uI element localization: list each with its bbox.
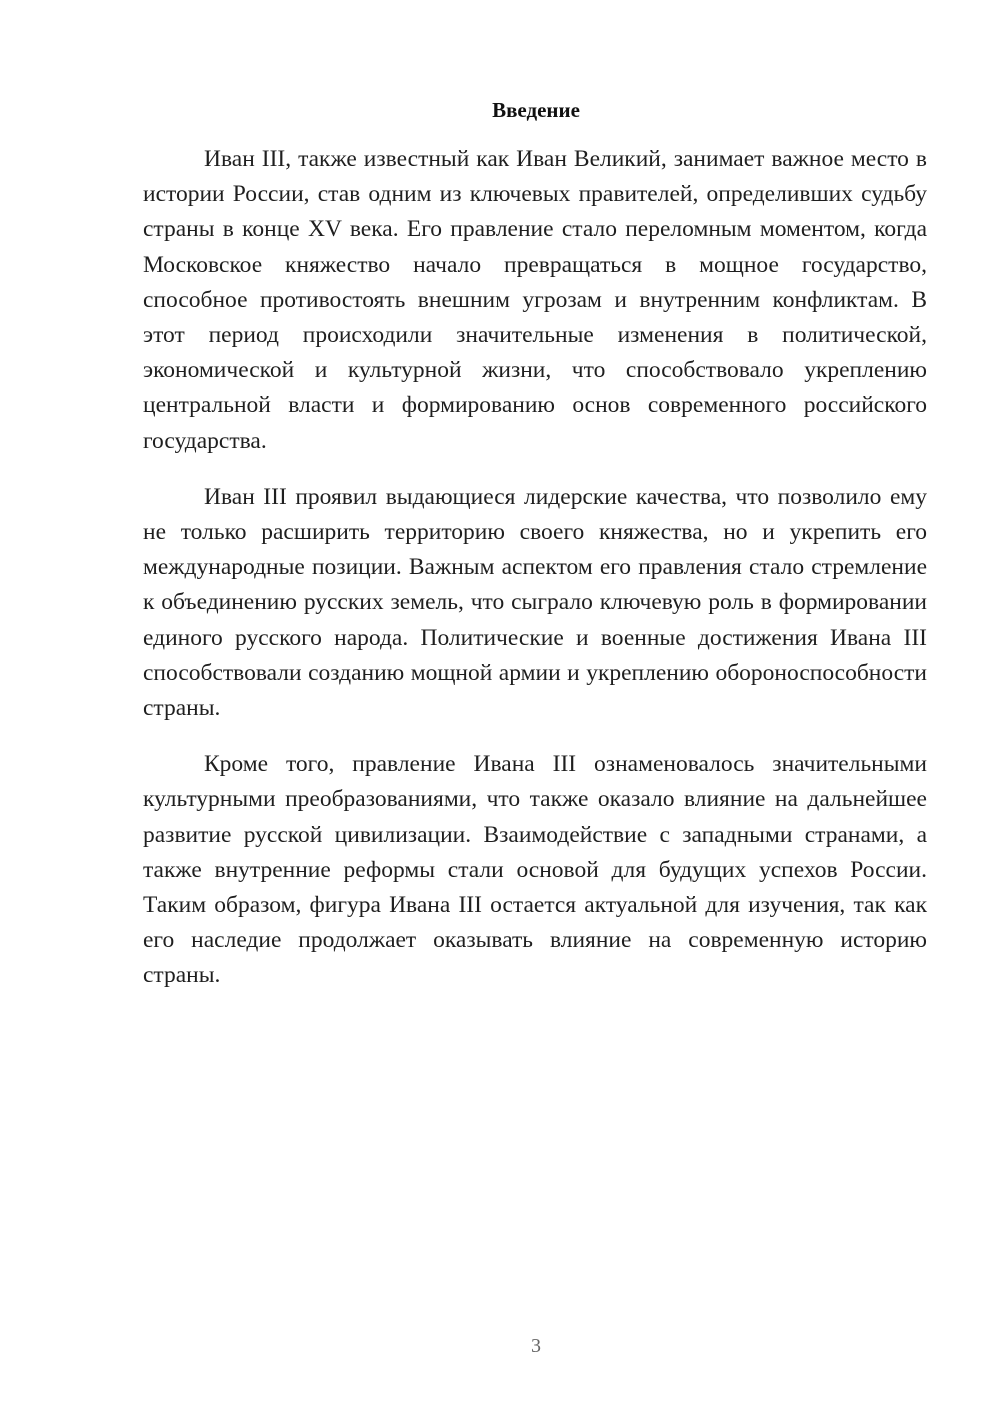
paragraph-2: Иван III проявил выдающиеся лидерские качества, что позволило ему не только расширить территорию своего княжества, но и укрепить его международные позиции. Важным аспектом его правления стало стремление к объединению русских земель, что сыграло ключевую роль в формировании единого русского народа. Политические и военные достижения Ивана III способствовали созданию мощной армии и укреплению обороноспособности страны. <box>143 483 927 722</box>
section-heading: Введение <box>492 98 580 122</box>
body-text <box>143 142 927 1015</box>
page-number: 3 <box>531 1335 541 1357</box>
paragraph-3: Кроме того, правление Ивана III ознаменовалось значительными культурными преобразованиями, что также оказало влияние на дальнейшее развитие русской цивилизации. Взаимодействие с западными странами, а также внутренние реформы стали основой для будущих успехов России. Таким образом, фигура Ивана III остается актуальной для изучения, так как его наследие продолжает оказывать влияние на современную историю страны. <box>143 751 927 989</box>
paragraph-1: Иван III, также известный как Иван Великий, занимает важное место в истории России, став одним из ключевых правителей, определивших судьбу страны в конце XV века. Его правление стало переломным моментом, когда Московское княжество начало превращаться в мощное государство, способное противостоять внешним угрозам и внутренним конфликтам. В этот период происходили значительные изменения в политической, экономической и культурной жизни, что способствовало укреплению центральной власти и формированию основ современного российского государства. <box>143 146 927 454</box>
